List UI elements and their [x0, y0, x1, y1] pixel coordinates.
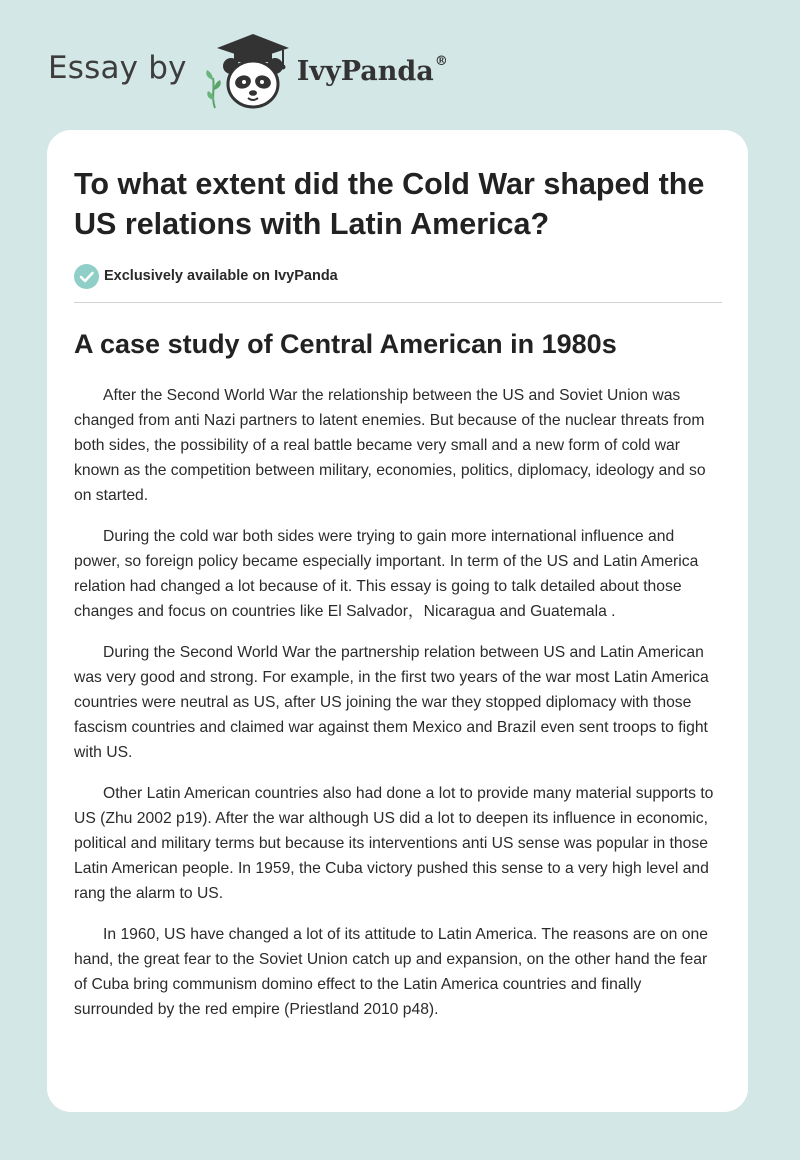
- essay-body: [74, 383, 722, 1022]
- essay-title: To what extent did the Cold War shaped the US relations with Latin America?: [74, 167, 705, 241]
- paragraph: After the Second World War the relationship between the US and Soviet Union was changed from anti Nazi partners to latent enemies. But because of the nuclear threats from both sides, the possibility of a real battle became very small and a new form of cold war known as the competition between military, economies, politics, diplomacy, ideology and so on started.: [74, 387, 706, 504]
- registered-mark: ®: [434, 53, 448, 69]
- check-circle-icon: [74, 264, 99, 289]
- paragraph: In 1960, US have changed a lot of its attitude to Latin America. The reasons are on one hand, the great fear to the Soviet Union catch up and expansion, on the other hand the fear of Cuba bring communism domino effect to the Latin America countries and finally surrounded by the red empire (Priestland 2010 p48).: [74, 926, 708, 1018]
- brand-header: [48, 32, 448, 112]
- paragraph: During the cold war both sides were trying to gain more international influence and power, so foreign policy became especially important. In term of the US and Latin America relation had changed a lot because of it. This essay is going to talk detailed about those changes and focus on countries like El Salvador，Nicaragua and Guatemala .: [74, 528, 699, 620]
- brand-name-text: IvyPanda: [296, 55, 434, 87]
- brand-name[interactable]: [296, 53, 448, 87]
- divider: [74, 302, 722, 303]
- essay-card: [47, 130, 748, 1112]
- paragraph: Other Latin American countries also had done a lot to provide many material supports to US (Zhu 2002 p19). After the war although US did a lot to deepen its influence in economic, political and military terms but because its interventions anti US sense was popular in those Latin American people. In 1959, the Cuba victory pushed this sense to a very high level and rang the alarm to US.: [74, 785, 714, 902]
- essay-subtitle: A case study of Central American in 1980s: [74, 329, 617, 359]
- exclusive-badge: [74, 263, 722, 289]
- panda-logo-icon[interactable]: [201, 32, 293, 112]
- paragraph: During the Second World War the partnership relation between US and Latin American was very good and strong. For example, in the first two years of the war most Latin America countries were neutral as US, after US joining the war they stopped diplomacy with those fascism countries and claimed war against them Mexico and Brazil even sent troops to fight with US.: [74, 644, 709, 761]
- brand-prefix: Essay by: [48, 50, 187, 86]
- exclusive-badge-text: Exclusively available on IvyPanda: [104, 268, 338, 284]
